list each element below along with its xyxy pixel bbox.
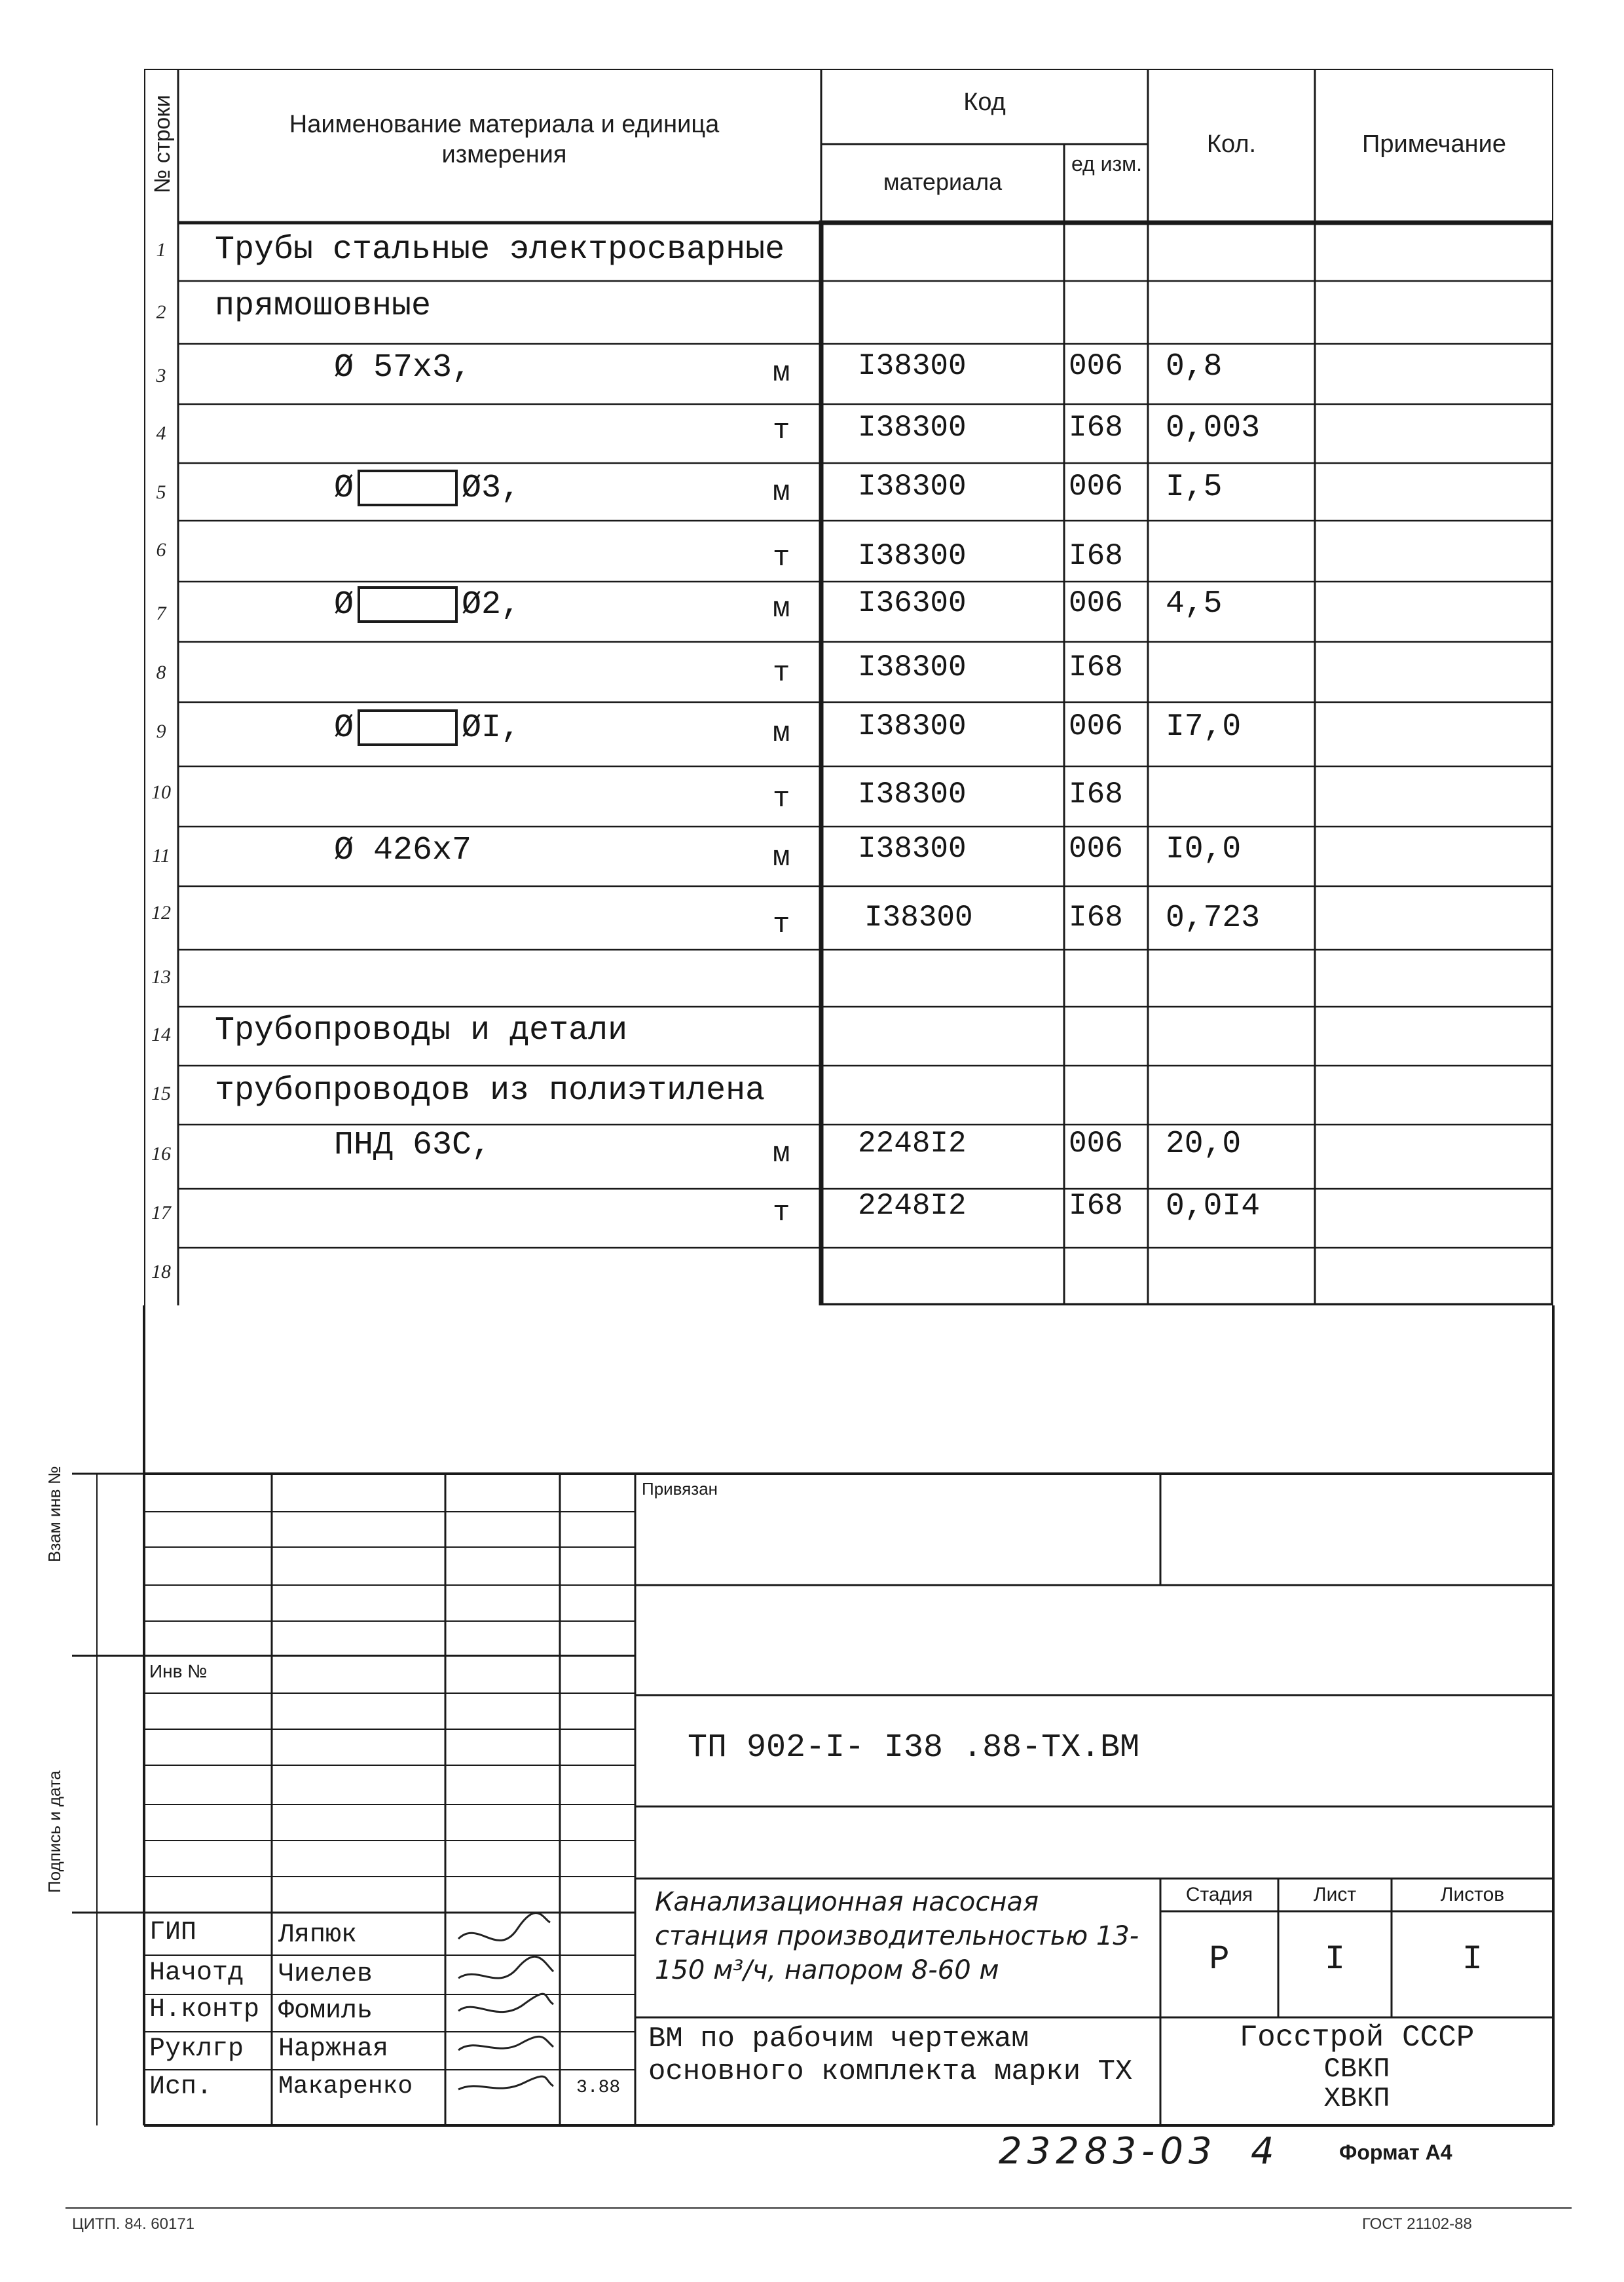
unit: м [773, 476, 790, 509]
footer-right: ГОСТ 21102-88 [1362, 2215, 1472, 2233]
material-name: Трубопроводы и детали [215, 1012, 628, 1049]
role-label: Н.контр [149, 1995, 260, 2025]
stage-value: Р [1209, 1940, 1230, 1979]
row-number: 18 [151, 1261, 171, 1282]
unit-code: 006 [1069, 470, 1123, 504]
organization: Госстрой СССР [1239, 2021, 1475, 2055]
row-number: 17 [151, 1202, 171, 1224]
unit-code: I68 [1069, 1189, 1123, 1223]
unit-code: 006 [1069, 586, 1123, 620]
header-code-unit: ед изм. [1071, 152, 1143, 176]
quantity: I7,0 [1166, 709, 1242, 745]
unit: м [773, 357, 790, 390]
material-code: 2248I2 [858, 1189, 967, 1223]
unit: т [773, 908, 790, 941]
sheet-title: ВМ по рабочим чертежам основного комплекта марки ТХ [648, 2023, 1133, 2088]
row-number: 7 [156, 603, 166, 624]
header-code: Код [963, 88, 1006, 116]
header-quantity: Кол. [1206, 130, 1257, 158]
signature-date: 3.88 [576, 2078, 621, 2098]
stage-label: Стадия [1185, 1884, 1253, 1905]
row-number: 4 [156, 422, 166, 444]
unit: т [773, 415, 790, 447]
quantity: 0,8 [1166, 349, 1223, 384]
format-label: Формат А4 [1339, 2141, 1452, 2164]
signatures [458, 1913, 553, 2089]
role-label: Начотд [149, 1958, 244, 1988]
row-number: 5 [156, 481, 166, 503]
row-number: 8 [156, 662, 166, 683]
header-row-number: № строки [150, 94, 175, 194]
material-code: I38300 [858, 650, 967, 684]
person-name: Макаренко [278, 2072, 413, 2101]
material-code: I38300 [858, 411, 967, 445]
page-number: 4 [1251, 2130, 1274, 2173]
person-name: Ляпюк [278, 1920, 358, 1950]
sheets-label: Листов [1440, 1884, 1505, 1905]
side-label-inv: Взам инв № [45, 1466, 64, 1562]
material-code: I38300 [858, 777, 967, 812]
row-number: 9 [156, 720, 166, 742]
row-number: 12 [151, 902, 171, 924]
unit-code: I68 [1069, 539, 1123, 573]
row-number: 10 [151, 781, 171, 803]
material-code: I38300 [858, 349, 967, 383]
unit: м [773, 1138, 790, 1170]
quantity: I0,0 [1166, 832, 1242, 867]
unit: т [773, 1197, 790, 1229]
row-number: 2 [156, 301, 166, 323]
quantity: 0,723 [1166, 901, 1261, 936]
header-name: Наименование материала и единица измерения [289, 111, 720, 168]
side-label-sign-date: Подпись и дата [45, 1770, 64, 1893]
material-code: I38300 [858, 709, 967, 743]
material-name: Ø 426x7 [334, 832, 472, 869]
unit-code: 006 [1069, 832, 1123, 866]
person-name: Чиелев [278, 1960, 373, 1989]
sheets-value: I [1462, 1940, 1483, 1979]
quantity: 4,5 [1166, 586, 1223, 622]
unit-code: I68 [1069, 901, 1123, 935]
unit-code: I68 [1069, 777, 1123, 812]
material-name: Трубы стальные электросварные [215, 231, 785, 269]
unit: т [773, 542, 790, 574]
footer-left: ЦИТП. 84. 60171 [72, 2215, 195, 2233]
person-name: Наржная [278, 2034, 389, 2064]
unit-code: 006 [1069, 1127, 1123, 1161]
quantity: I,5 [1166, 470, 1223, 505]
row-number: 16 [151, 1143, 171, 1165]
organization: ХВКП [1323, 2083, 1390, 2114]
unit-code: I68 [1069, 411, 1123, 445]
role-label: ГИП [149, 1918, 197, 1947]
role-label: Руклгр [149, 2034, 244, 2064]
material-name: трубопроводов из полиэтилена [215, 1072, 766, 1110]
row-number: 15 [151, 1083, 171, 1104]
material-code: I36300 [858, 586, 967, 620]
unit-code: 006 [1069, 349, 1123, 383]
unit: т [773, 657, 790, 690]
archive-number: 23283-03 [999, 2130, 1217, 2173]
quantity: 20,0 [1166, 1127, 1242, 1162]
material-code: I38300 [858, 832, 967, 866]
row-number: 1 [156, 239, 166, 261]
organization: СВКП [1323, 2053, 1390, 2085]
sheet-label: Лист [1313, 1884, 1357, 1905]
material-name: Ø 57x3, [334, 349, 472, 386]
quantity: 0,0I4 [1166, 1189, 1261, 1224]
document-code: ТП 902-I- I38 .88-ТХ.ВМ [688, 1729, 1140, 1767]
footer-rule [65, 2207, 1572, 2209]
unit: м [773, 842, 790, 874]
header-note: Примечание [1362, 130, 1506, 158]
unit: т [773, 783, 790, 815]
unit-code: I68 [1069, 650, 1123, 684]
header-code-material: материала [883, 168, 1003, 195]
row-number: 14 [151, 1024, 171, 1045]
row-number: 11 [152, 845, 170, 867]
object-title: Канализационная насосная станция производительностью 13-150 м³/ч, напором 8-60 м [655, 1887, 1139, 1985]
unit-code: 006 [1069, 709, 1123, 743]
unit: м [773, 593, 790, 626]
material-code: I38300 [858, 470, 967, 504]
material-name: Ø ØI, [334, 709, 521, 747]
material-name: прямошовные [215, 288, 432, 325]
quantity: 0,003 [1166, 411, 1261, 446]
bound-label: Привязан [642, 1479, 718, 1499]
unit: м [773, 717, 790, 750]
role-label: Исп. [149, 2072, 213, 2102]
material-name: Ø Ø3, [334, 470, 521, 508]
row-number: 13 [151, 966, 171, 988]
row-number: 6 [156, 539, 166, 561]
row-number: 3 [156, 365, 166, 386]
inv-label: Инв № [149, 1661, 208, 1681]
material-code: 2248I2 [858, 1127, 967, 1161]
material-name: ПНД 63С, [334, 1127, 492, 1164]
sheet-value: I [1324, 1940, 1346, 1979]
person-name: Фомиль [278, 1996, 373, 2026]
material-code: I38300 [858, 539, 967, 573]
material-name: Ø Ø2, [334, 586, 521, 624]
material-code: I38300 [864, 901, 973, 935]
